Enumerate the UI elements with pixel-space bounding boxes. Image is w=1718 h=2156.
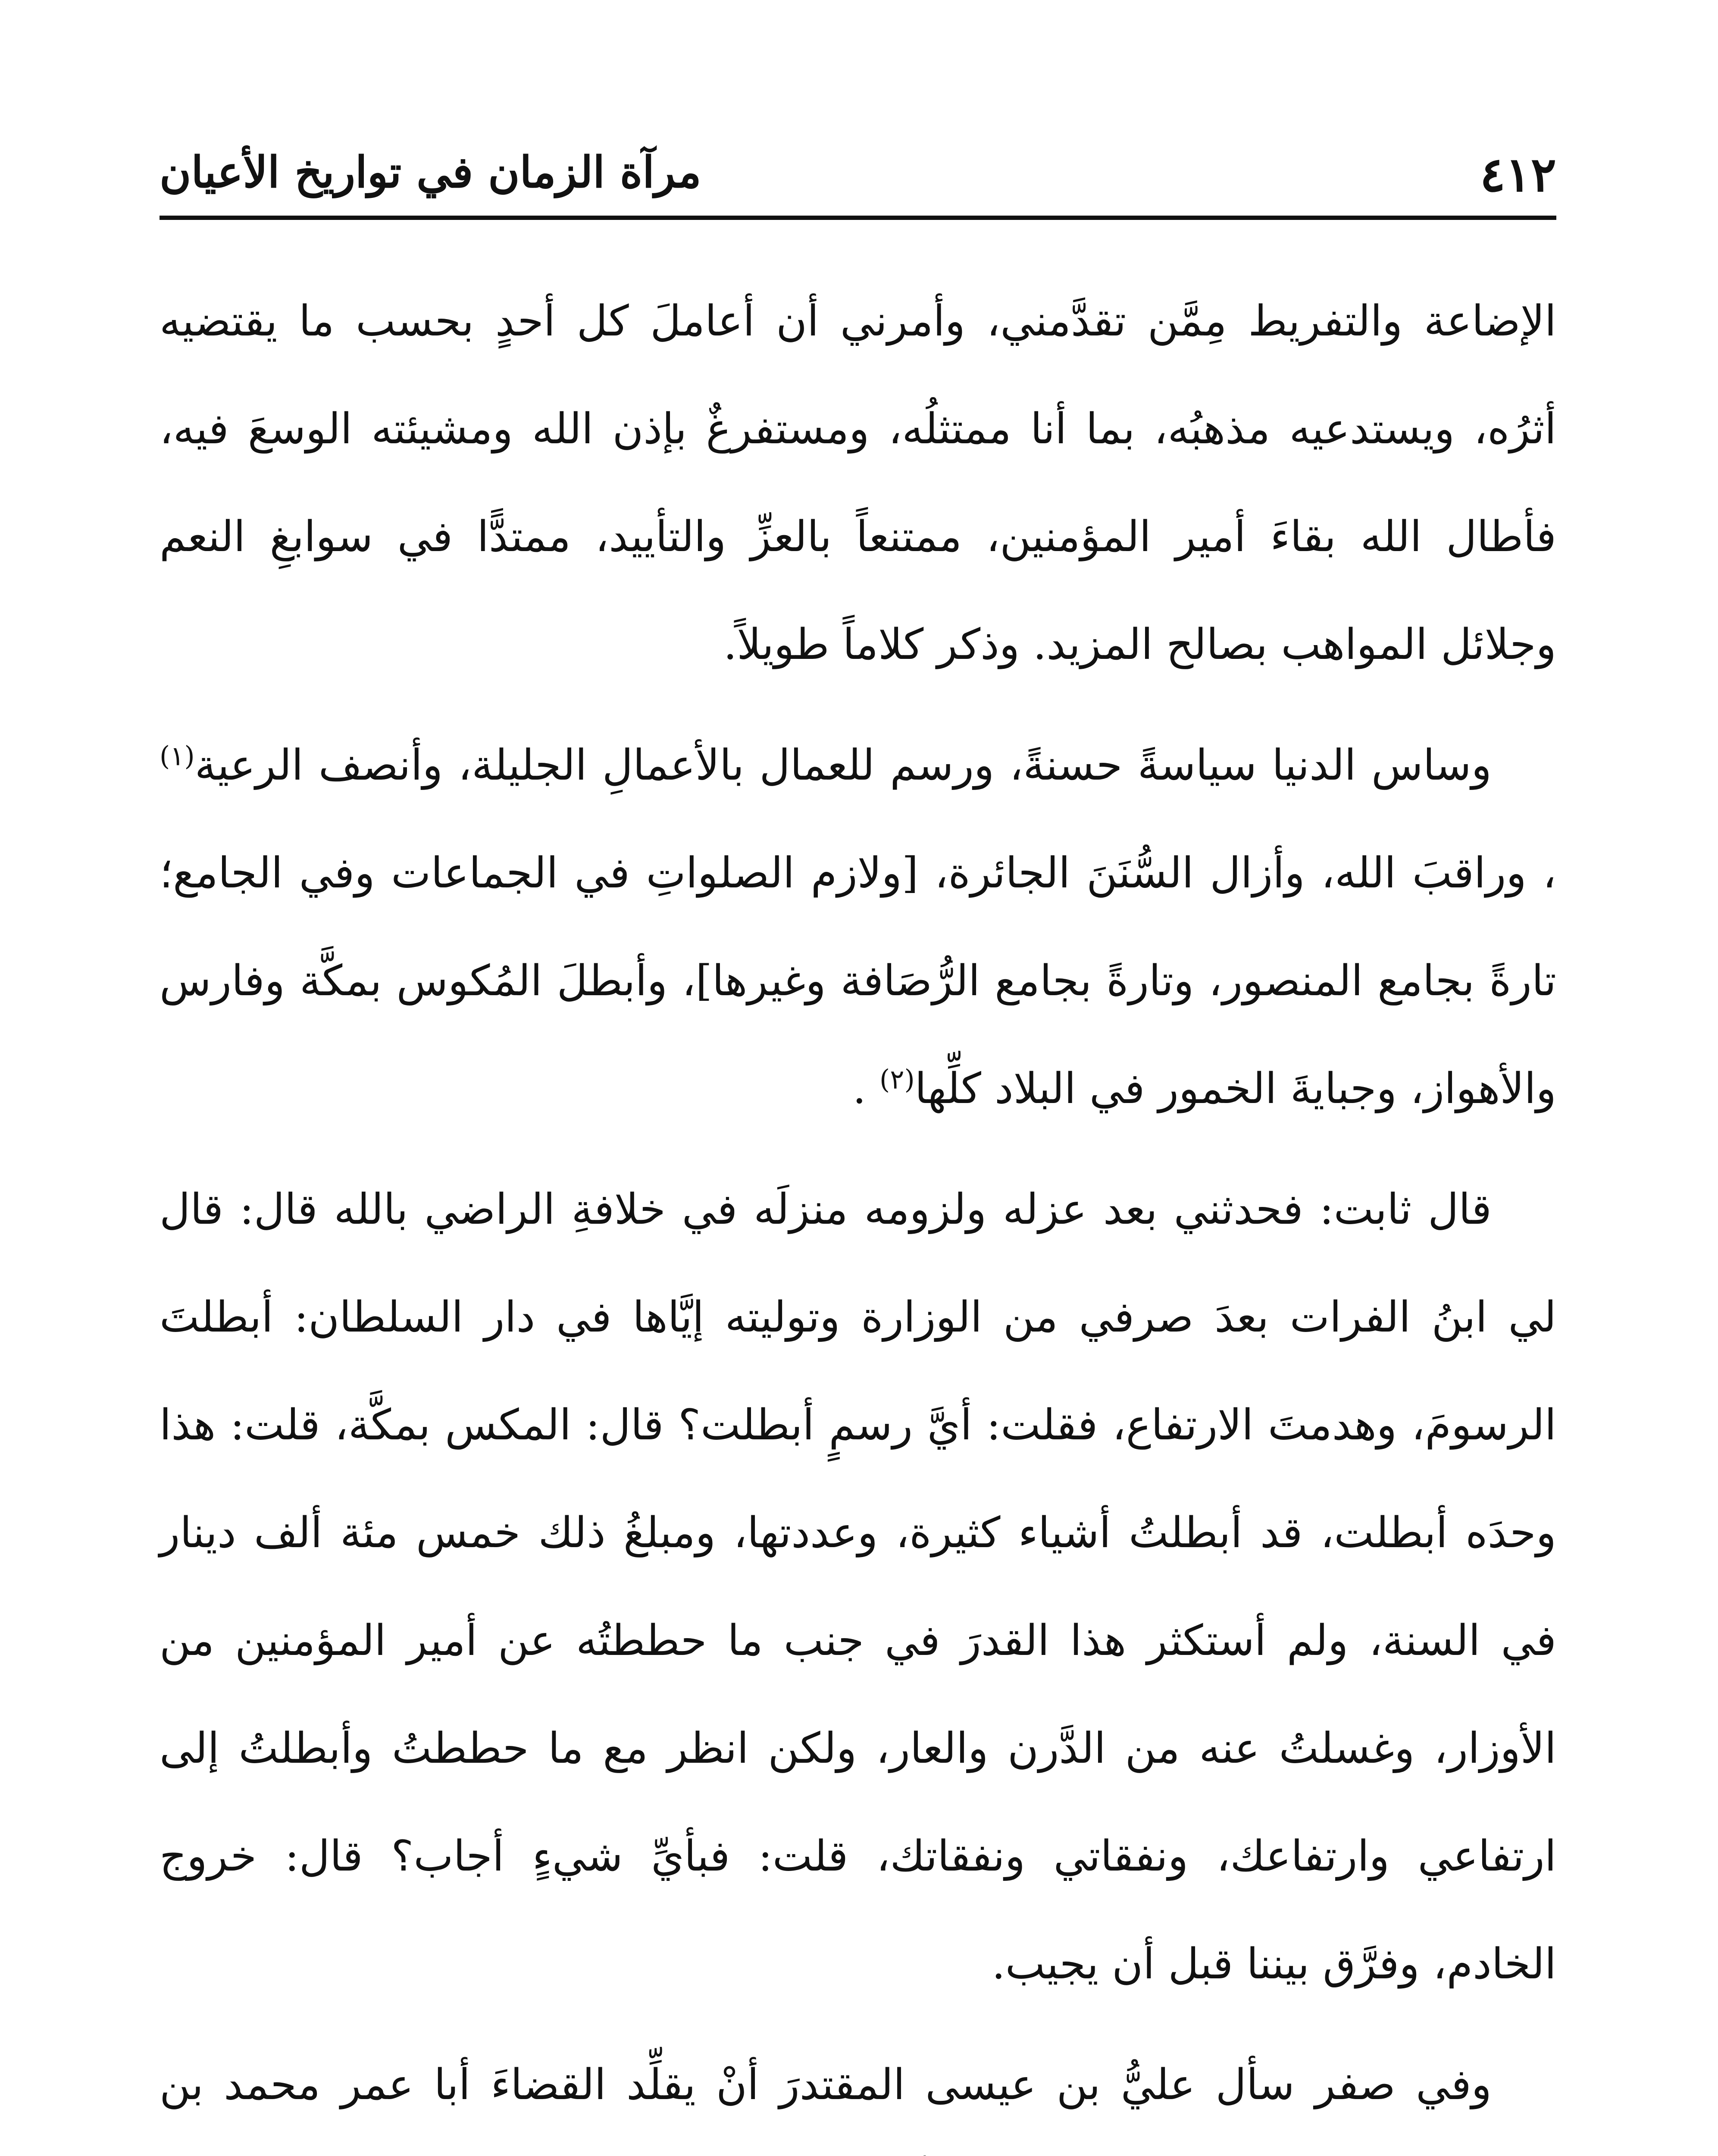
paragraph-text: ، وراقبَ الله، وأزال السُّنَنَ الجائرة، [ولازم الصلواتِ في الجماعات وفي الجامع؛ تارةً بجامع المنصور، وتارةً بجامع الرُّصَافة وغيرها]، وأبطلَ المُكوس بمكَّة وفارس والأهواز، وجبايةَ الخمور في البلاد كلِّها	[160, 849, 1556, 1113]
footnote-reference: (٢)	[879, 1063, 915, 1095]
paragraph: الإضاعة والتفريط مِمَّن تقدَّمني، وأمرني أن أعاملَ كل أحدٍ بحسب ما يقتضيه أثرُه، ويستدعيه مذهبُه، بما أنا ممتثلُه، ومستفرغٌ بإذن الله ومشيئته الوسعَ فيه، فأطال الله بقاءَ أمير المؤمنين، ممتنعاً بالعزِّ والتأييد، ممتدًّا في سوابغِ النعم وجلائل المواهب بصالح المزيد. وذكر كلاماً طويلاً.	[160, 297, 1556, 669]
book-page	[160, 129, 1556, 2156]
book-title: مرآة الزمان في تواريخ الأعيان	[160, 147, 701, 197]
paragraph	[160, 711, 1556, 1143]
paragraph: وفي صفر سأل عليُّ بن عيسى المقتدرَ أنْ يقلِّد القضاءَ أبا عمر محمد بن	[160, 2060, 1492, 2109]
page-number: ٤١٢	[1480, 147, 1556, 202]
paragraph-text: .	[852, 1064, 880, 1113]
paragraph-text: وساس الدنيا سياسةً حسنةً، ورسم للعمال بالأعمالِ الجليلة، وأنصف الرعية	[194, 741, 1492, 790]
body-text	[160, 267, 1556, 2156]
paragraph: قال ثابت: فحدثني بعد عزله ولزومه منزلَه في خلافةِ الراضي بالله قال: قال لي ابنُ الفرات بعدَ صرفي من الوزارة وتوليته إيَّاها في دار السلطان: أبطلتَ الرسومَ، وهدمتَ الارتفاع، فقلت: أيَّ رسمٍ أبطلت؟ قال: المكس بمكَّة، قلت: هذا وحدَه أبطلت، قد أبطلتُ أشياء كثيرة، وعددتها، ومبلغُ ذلك خمس مئة ألف دينار في السنة، ولم أستكثر هذا القدرَ في جنب ما حططتُه عن أمير المؤمنين من الأوزار، وغسلتُ عنه من الدَّرن والعار، ولكن انظر مع ما حططتُ وأبطلتُ إلى ارتفاعي وارتفاعك، ونفقاتي ونفقاتك، قلت: فبأيِّ شيءٍ أجاب؟ قال: خروج الخادم، وفرَّق بيننا قبل أن يجيب.	[160, 1185, 1556, 1989]
footnote-reference: (١)	[160, 740, 195, 772]
running-header	[160, 129, 1556, 220]
